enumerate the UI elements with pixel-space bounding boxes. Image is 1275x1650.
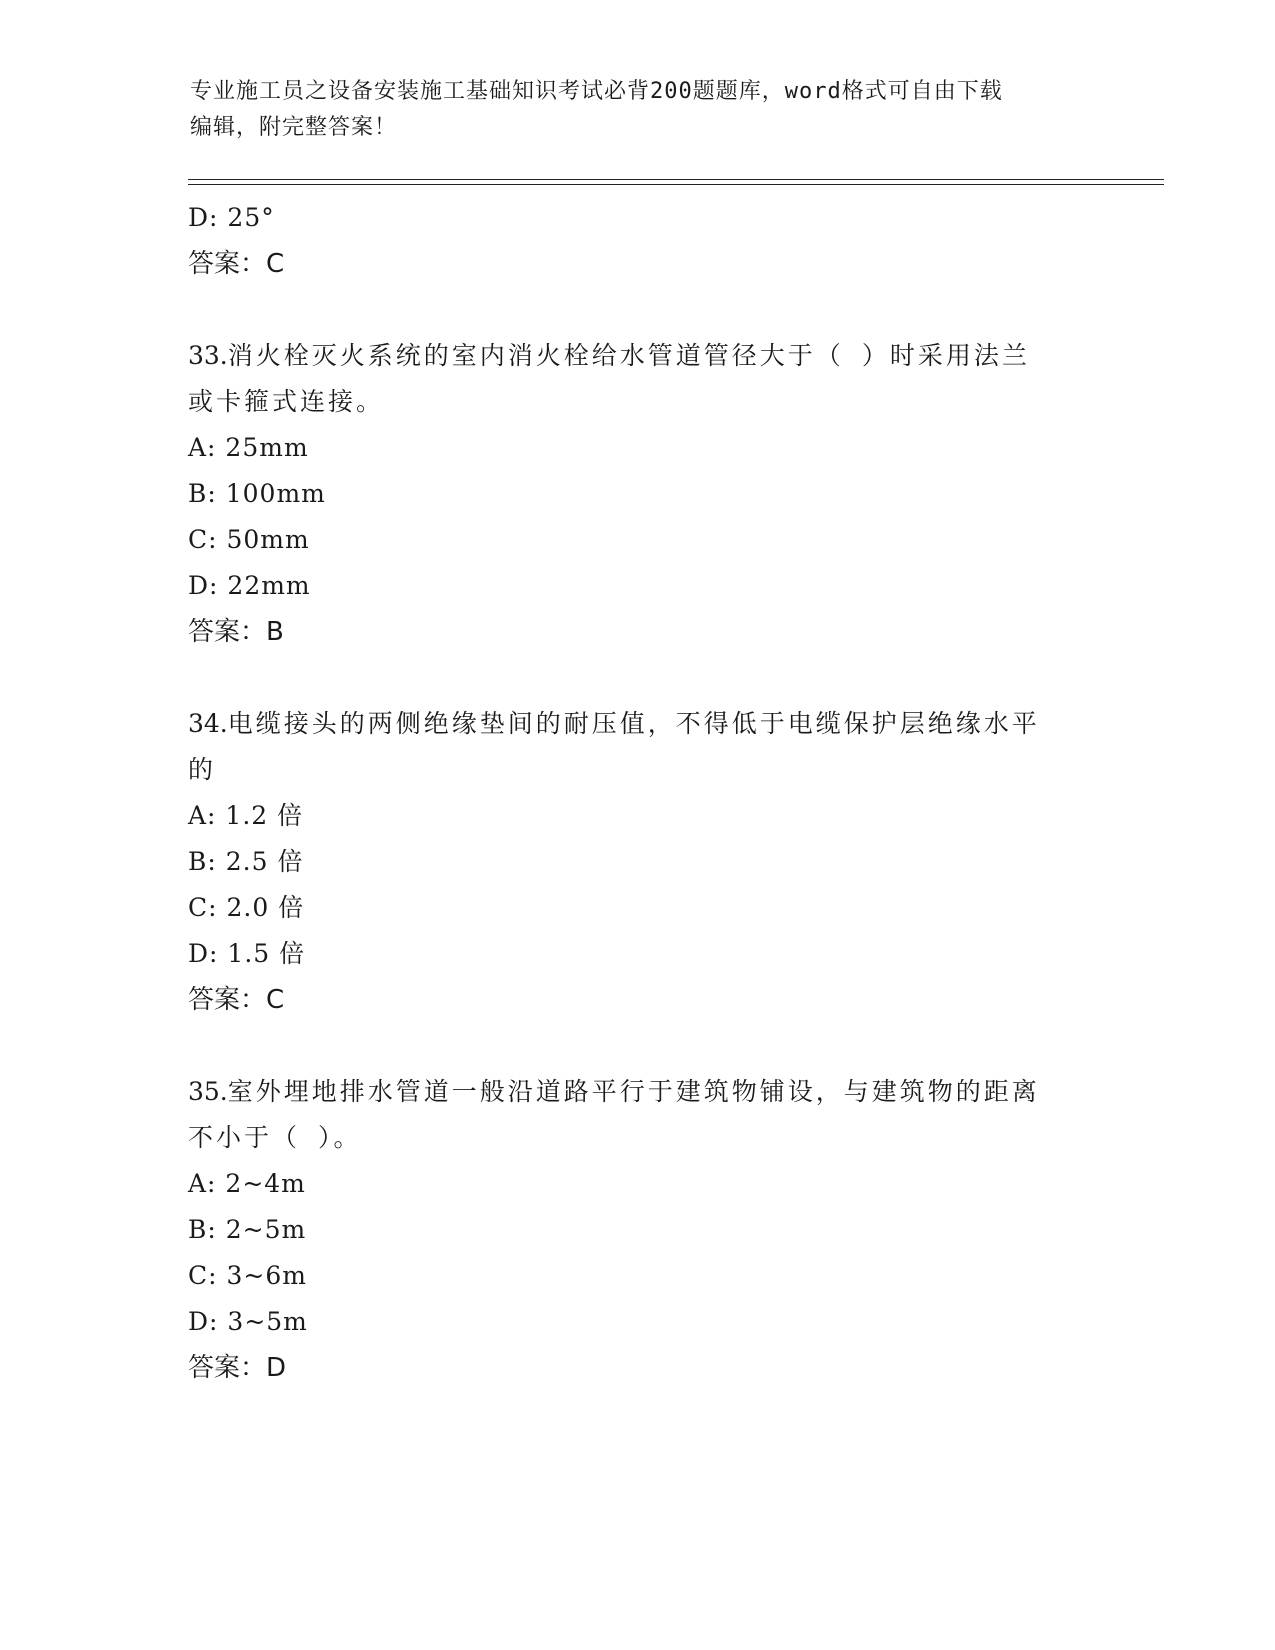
question-33 [188, 333, 1088, 425]
option-b: B: 2.5 倍 [188, 847, 304, 876]
option-d: D: 1.5 倍 [188, 939, 306, 968]
answer-line: 答案：B [188, 617, 284, 647]
question-text-line1: 电缆接头的两侧绝缘垫间的耐压值，不得低于电缆保护层绝缘水平 [227, 709, 1040, 738]
answer-line: 答案：C [188, 249, 285, 279]
question-number: 35. [188, 1077, 228, 1106]
question-34 [188, 701, 1088, 793]
option-c: C: 50mm [188, 525, 310, 554]
option-d: D: 3~5m [188, 1307, 308, 1336]
option-b: B: 100mm [188, 479, 326, 508]
question-number: 33. [188, 341, 228, 370]
question-number: 34. [188, 709, 228, 738]
question-list [188, 195, 1088, 1437]
header-divider-bottom [188, 184, 1164, 185]
question-text-line2: 或卡箍式连接。 [188, 387, 385, 416]
question-35 [188, 1069, 1088, 1161]
question-text-line2: 的 [188, 755, 217, 784]
answer-line: 答案：D [188, 1353, 287, 1383]
option-c: C: 3~6m [188, 1261, 307, 1290]
header-title-line2: 编辑，附完整答案！ [190, 115, 398, 140]
option-d: D: 25° [188, 203, 275, 232]
option-a: A: 2~4m [188, 1169, 306, 1198]
question-text-line1: 室外埋地排水管道一般沿道路平行于建筑物铺设，与建筑物的距离 [227, 1077, 1040, 1106]
answer-line: 答案：C [188, 985, 285, 1015]
header-title-line1: 专业施工员之设备安装施工基础知识考试必背200题题库，word格式可自由下载 [190, 79, 1003, 104]
document-header [190, 74, 1090, 146]
option-b: B: 2~5m [188, 1215, 307, 1244]
option-c: C: 2.0 倍 [188, 893, 305, 922]
option-d: D: 22mm [188, 571, 311, 600]
option-a: A: 25mm [188, 433, 309, 462]
question-text-line1: 消火栓灭火系统的室内消火栓给水管道管径大于（ ）时采用法兰 [227, 341, 1030, 370]
header-divider-top [188, 179, 1164, 180]
option-a: A: 1.2 倍 [188, 801, 304, 830]
question-text-line2: 不小于（ ）。 [188, 1123, 362, 1152]
